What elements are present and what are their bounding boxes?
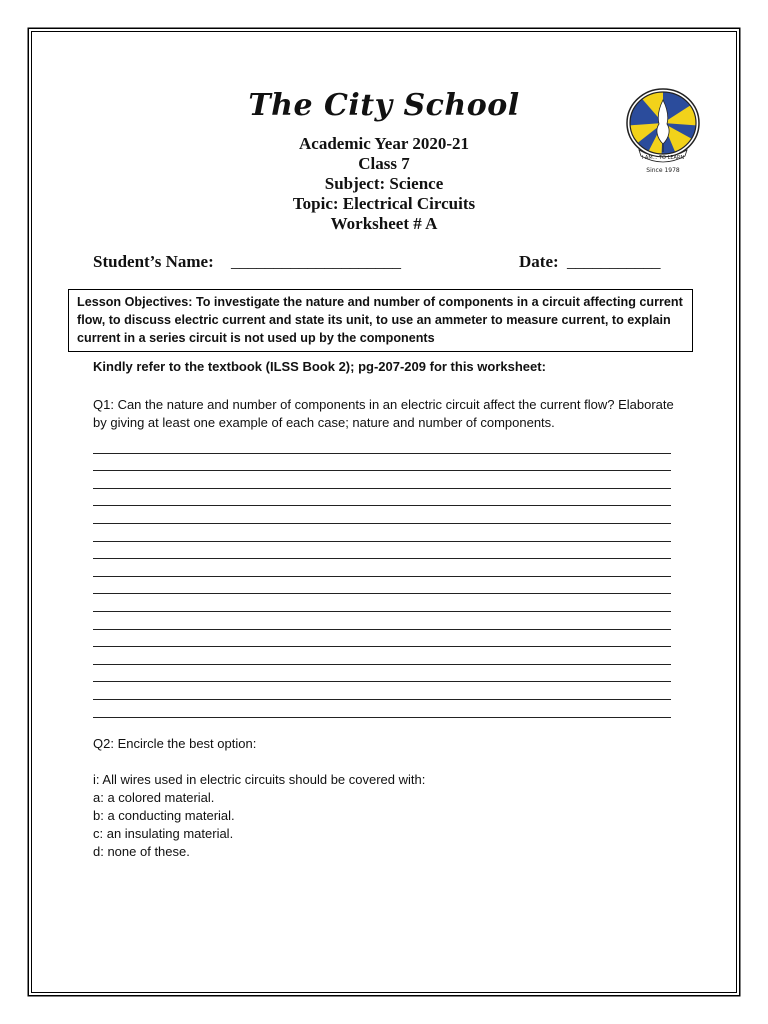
option-d[interactable]: d: none of these. — [93, 844, 190, 859]
answer-line[interactable] — [93, 577, 671, 595]
school-logo — [621, 86, 705, 176]
answer-line[interactable] — [93, 436, 671, 454]
textbook-reference: Kindly refer to the textbook (ILSS Book 2); pg-207-209 for this worksheet: — [93, 359, 546, 374]
answer-line[interactable] — [93, 559, 671, 577]
academic-year: Academic Year 2020-21 — [299, 134, 469, 153]
student-name-blank[interactable]: ____________________ — [231, 252, 401, 271]
option-a[interactable]: a: a colored material. — [93, 790, 215, 805]
answer-line[interactable] — [93, 630, 671, 648]
answer-line[interactable] — [93, 647, 671, 665]
answer-line[interactable] — [93, 524, 671, 542]
worksheet-label: Worksheet # A — [330, 214, 438, 233]
school-title: The City School — [248, 88, 520, 123]
question-2-block — [93, 771, 683, 861]
student-name-label: Student’s Name: — [93, 252, 214, 271]
answer-line[interactable] — [93, 700, 671, 718]
answer-line[interactable] — [93, 665, 671, 683]
question-2-heading: Q2: Encircle the best option: — [93, 736, 257, 751]
date-label: Date: — [519, 252, 559, 271]
answer-line[interactable] — [93, 489, 671, 507]
question-1: Q1: Can the nature and number of components in an electric circuit affect the current flow? Elaborate by giving at least one example of each case; nature and number of components. — [93, 397, 674, 430]
answer-line[interactable] — [93, 542, 671, 560]
option-b[interactable]: b: a conducting material. — [93, 808, 235, 823]
lesson-objectives-box: Lesson Objectives: To investigate the nature and number of components in a circuit affecting current flow, to discuss electric current and state its unit, to use an ammeter to measure current, to explain current in a series circuit is not used up by the components — [68, 289, 693, 352]
subject-label: Subject: Science — [324, 174, 444, 193]
date-blank[interactable]: ___________ — [567, 252, 661, 271]
answer-line[interactable] — [93, 612, 671, 630]
class-label: Class 7 — [358, 154, 410, 173]
answer-line[interactable] — [93, 454, 671, 472]
answer-line[interactable] — [93, 594, 671, 612]
answer-line[interactable] — [93, 506, 671, 524]
option-c[interactable]: c: an insulating material. — [93, 826, 234, 841]
question-2-i: i: All wires used in electric circuits should be covered with: — [93, 772, 426, 787]
logo-since: Since 1978 — [646, 167, 680, 174]
logo-motto: I AM... TO LEARN — [641, 155, 685, 161]
q1-answer-lines[interactable] — [93, 436, 671, 718]
answer-line[interactable] — [93, 471, 671, 489]
answer-line[interactable] — [93, 682, 671, 700]
topic-label: Topic: Electrical Circuits — [292, 194, 476, 213]
